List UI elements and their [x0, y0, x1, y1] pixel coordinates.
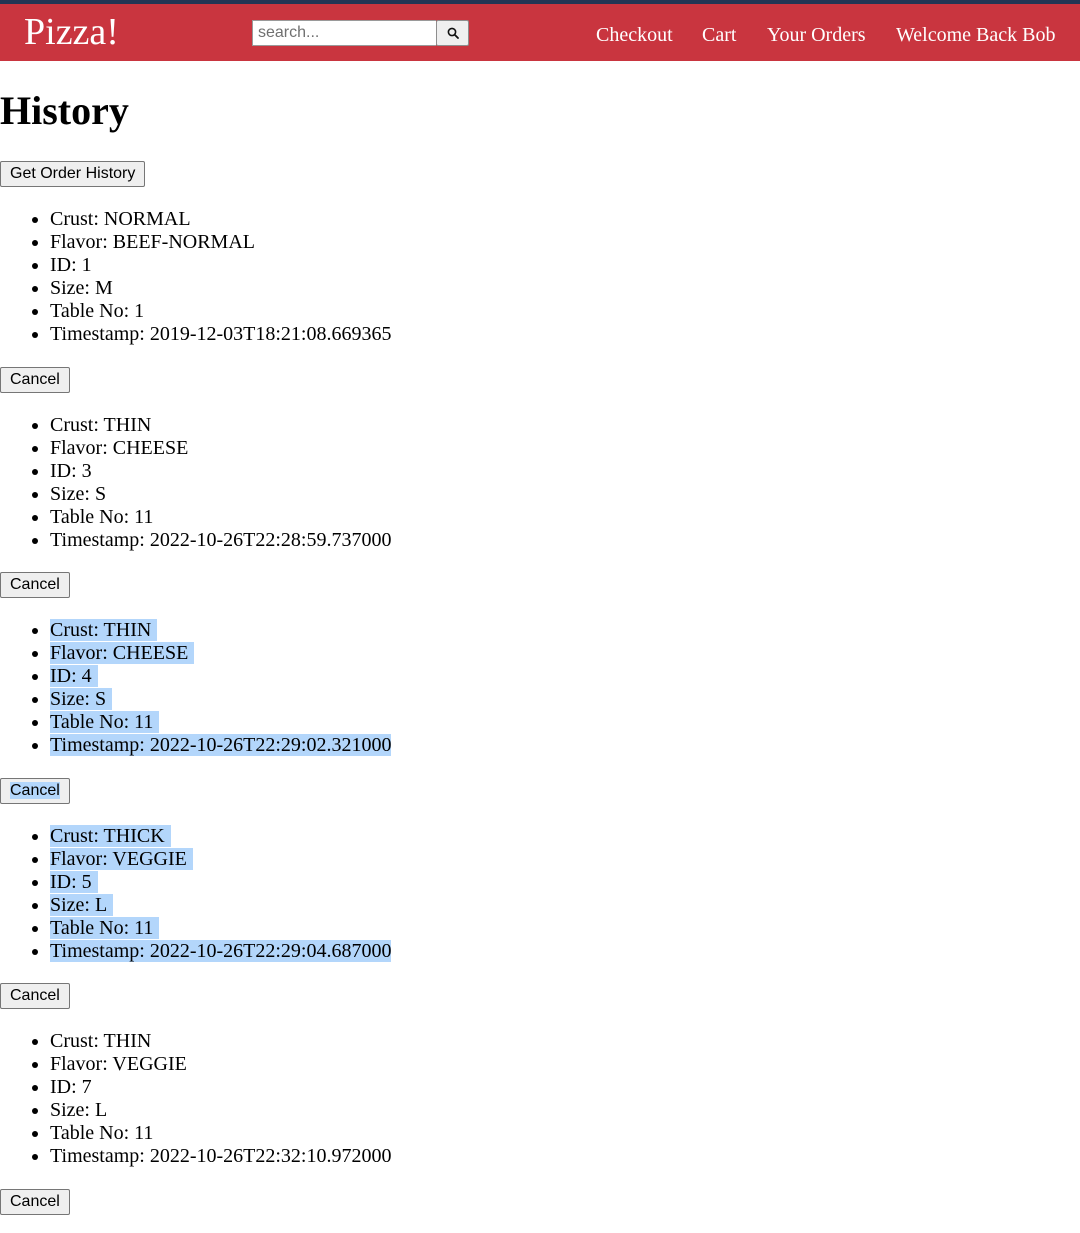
- nav-your-orders[interactable]: Your Orders: [767, 24, 866, 46]
- order-details-list: [0, 208, 391, 346]
- search-icon: [447, 27, 459, 39]
- list-item-crust: • Crust: NORMAL: [50, 208, 391, 231]
- cancel-button-label: Cancel: [10, 782, 60, 799]
- order-details-list: [0, 414, 391, 552]
- list-item-flavor: • Flavor: CHEESE: [50, 642, 391, 665]
- get-order-history-button[interactable]: Get Order History: [0, 161, 145, 187]
- list-item-flavor: • Flavor: CHEESE: [50, 437, 391, 460]
- list-item-flavor: • Flavor: BEEF-NORMAL: [50, 231, 391, 254]
- list-item-table: • Table No: 11: [50, 1122, 391, 1145]
- list-item-id: • ID: 7: [50, 1076, 391, 1099]
- cancel-order-button[interactable]: Cancel: [0, 983, 70, 1009]
- cancel-order-button[interactable]: Cancel: [0, 367, 70, 393]
- nav-cart[interactable]: Cart: [702, 24, 737, 46]
- list-item-flavor: • Flavor: VEGGIE: [50, 848, 391, 871]
- cancel-order-button[interactable]: Cancel: [0, 572, 70, 598]
- navbar: [0, 4, 1080, 61]
- list-item-id: • ID: 3: [50, 460, 391, 483]
- brand-logo[interactable]: Pizza!: [24, 11, 119, 53]
- list-item-id: • ID: 4: [50, 665, 391, 688]
- list-item-timestamp: • Timestamp: 2022-10-26T22:29:04.687000: [50, 940, 391, 963]
- list-item-table: • Table No: 11: [50, 917, 391, 940]
- order-details-list: [0, 619, 391, 757]
- list-item-timestamp: • Timestamp: 2019-12-03T18:21:08.669365: [50, 323, 391, 346]
- list-item-flavor: • Flavor: VEGGIE: [50, 1053, 391, 1076]
- cancel-order-button[interactable]: [0, 778, 70, 804]
- list-item-size: • Size: S: [50, 688, 391, 711]
- list-item-table: • Table No: 11: [50, 506, 391, 529]
- nav-checkout[interactable]: Checkout: [596, 24, 673, 46]
- list-item-size: • Size: L: [50, 894, 391, 917]
- search-input[interactable]: [252, 20, 436, 46]
- list-item-size: • Size: L: [50, 1099, 391, 1122]
- list-item-size: • Size: M: [50, 277, 391, 300]
- nav-welcome-user[interactable]: Welcome Back Bob: [896, 24, 1056, 46]
- list-item-timestamp: • Timestamp: 2022-10-26T22:32:10.972000: [50, 1145, 391, 1168]
- page-title: History: [0, 88, 129, 133]
- list-item-table: • Table No: 1: [50, 300, 391, 323]
- list-item-table: • Table No: 11: [50, 711, 391, 734]
- list-item-size: • Size: S: [50, 483, 391, 506]
- list-item-crust: • Crust: THIN: [50, 619, 391, 642]
- list-item-timestamp: • Timestamp: 2022-10-26T22:29:02.321000: [50, 734, 391, 757]
- order-details-list: [0, 1030, 391, 1168]
- list-item-crust: • Crust: THIN: [50, 1030, 391, 1053]
- cancel-order-button[interactable]: Cancel: [0, 1189, 70, 1215]
- search-button[interactable]: [436, 20, 469, 46]
- list-item-id: • ID: 5: [50, 871, 391, 894]
- list-item-crust: • Crust: THICK: [50, 825, 391, 848]
- list-item-crust: • Crust: THIN: [50, 414, 391, 437]
- list-item-id: • ID: 1: [50, 254, 391, 277]
- list-item-timestamp: • Timestamp: 2022-10-26T22:28:59.737000: [50, 529, 391, 552]
- order-details-list: [0, 825, 391, 963]
